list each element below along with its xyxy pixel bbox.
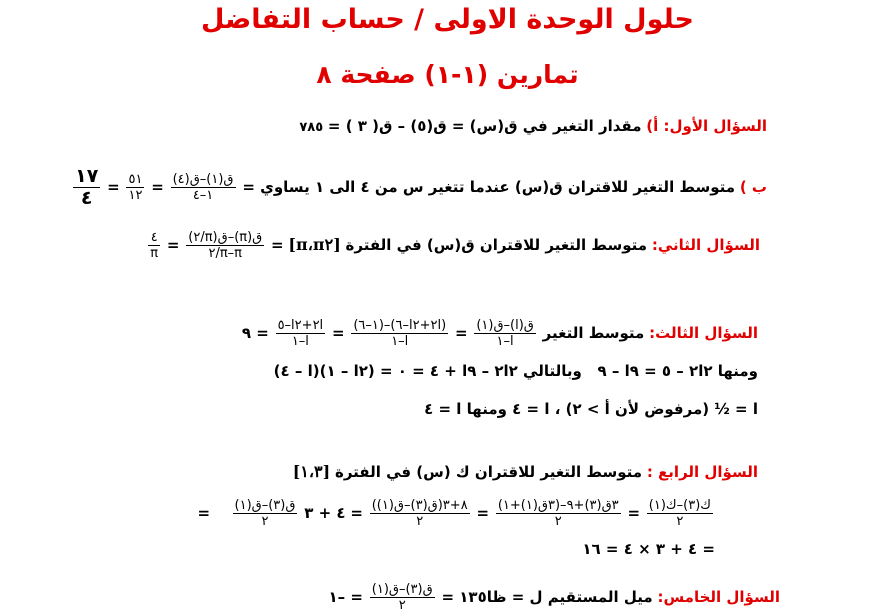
q3-text: متوسط التغير bbox=[542, 324, 645, 342]
question-1b: ب ) متوسط التغير للاقتران ق(س) عندما تتغير س من ٤ الى ١ يساوي = $\frac{\text{ق(١)–ق(٤)}}{١-٤}$ = $\frac{٥١}{١٢}$ = $\frac{١٧}{٤}$ bbox=[75, 165, 767, 209]
q1b-label: ب ) bbox=[739, 178, 767, 196]
q4-fraction-3: $\frac{\text{٨+٣(ق(٣)–ق(١))}}{٢}$ bbox=[371, 498, 468, 529]
q3-line-2: ومنها ٢ا٢ – ٥ = ٩ا – ٩ وبالتالي ٢ا٢ – ٩ا + ٤ = ٠ = (٢ا – ١)(ا – ٤) bbox=[273, 362, 758, 380]
q4-fraction-1: $\frac{\text{ك(٣)–ك(١)}}{٢}$ bbox=[648, 498, 711, 529]
q4-fraction-2: $\frac{\text{٣ق(٣)+٩–(٣ق(١)+١)}}{٢}$ bbox=[497, 498, 619, 529]
q2-interval: [π٢،π] bbox=[288, 235, 341, 254]
q1b-fraction-2: $\frac{٥١}{١٢}$ bbox=[128, 172, 143, 203]
q4-text: متوسط التغير للاقتران ك (س) في الفترة bbox=[334, 463, 643, 481]
q4-fraction-4: $\frac{\text{ق(٣)–ق(١)}}{٢}$ bbox=[234, 498, 296, 529]
q4-interval: [١،٣] bbox=[292, 462, 331, 481]
q5-text: ميل المستقيم ل = ظا١٣٥ = bbox=[441, 588, 653, 606]
question-5 bbox=[329, 582, 780, 613]
page-subtitle: تمارين (١-١) صفحة ٨ bbox=[316, 60, 579, 89]
q4-prefix: ٤ + ٣ bbox=[304, 504, 346, 522]
q5-label: السؤال الخامس: bbox=[657, 588, 780, 606]
question-3: السؤال الثالث: متوسط التغير $\frac{\text{ق(ا)–ق(١)}}{\text{ا–١}}$ = $\frac{\text{(ا٢+٢ا–٦)–(١–٦)}}{\text{ا–١}}$ = $\frac{\text{ا٢+٢ا–٥}}{\text{ا–١}}$ = ٩ bbox=[241, 318, 758, 349]
q1-label: السؤال الأول: أ) bbox=[646, 117, 767, 135]
q3-fraction-3: $\frac{\text{ا٢+٢ا–٥}}{\text{ا–١}}$ bbox=[277, 318, 324, 349]
q2-text: متوسط التغير للاقتران ق(س) في الفترة bbox=[345, 236, 648, 254]
q3-line-3: ا = ½ (مرفوض لأن أ > ٢) ، ا = ٤ ومنها ا = ٤ bbox=[424, 400, 758, 418]
q5-fraction: $\frac{\text{ق(٣)–ق(١)}}{٢}$ bbox=[371, 582, 433, 613]
page-title: حلول الوحدة الاولى / حساب التفاضل bbox=[201, 4, 694, 35]
q1-answer: ٧٨٥ bbox=[299, 120, 324, 135]
q1b-fraction-1: $\frac{\text{ق(١)–ق(٤)}}{١-٤}$ bbox=[172, 172, 234, 203]
q2-answer-fraction: $\frac{٤}{\pi}$ bbox=[150, 230, 159, 261]
q3-eq1: = ٩ bbox=[241, 324, 269, 342]
q3-label: السؤال الثالث: bbox=[649, 324, 758, 342]
q1b-text: متوسط التغير للاقتران ق(س) عندما تتغير س من ٤ الى ١ يساوي = bbox=[242, 178, 736, 196]
q2-fraction: $\frac{\text{ق(π)–ق(π/٢)}}{\pi-\pi/٢}$ bbox=[188, 230, 263, 261]
question-4 bbox=[293, 462, 758, 481]
question-1 bbox=[299, 117, 767, 135]
q5-answer: = –١ bbox=[328, 588, 363, 606]
q4-line-2: = ٤ + ٣ × ٤ = ١٦ bbox=[582, 540, 715, 558]
q1b-answer-fraction: $\frac{١٧}{٤}$ bbox=[75, 165, 99, 209]
question-2: السؤال الثاني: متوسط التغير للاقتران ق(س) في الفترة [π٢،π] = $\frac{\text{ق(π)–ق(π/٢)}}{\pi-\pi/٢}$ = $\frac{٤}{\pi}$ bbox=[150, 230, 760, 261]
q3-fraction-2: $\frac{\text{(ا٢+٢ا–٦)–(١–٦)}}{\text{ا–١}}$ bbox=[353, 318, 447, 349]
q2-label: السؤال الثاني: bbox=[651, 236, 760, 254]
q4-label: السؤال الرابع : bbox=[646, 463, 758, 481]
q3-fraction-1: $\frac{\text{ق(ا)–ق(١)}}{\text{ا–١}}$ bbox=[476, 318, 534, 349]
q4-line-1: $\frac{\text{ك(٣)–ك(١)}}{٢}$ = $\frac{\text{٣ق(٣)+٩–(٣ق(١)+١)}}{٢}$ = $\frac{\text{٨+٣(ق(٣)–ق(١))}}{٢}$ = ٤ + ٣ $\frac{\text{ق(٣)–ق(١)}}{٢}$ = bbox=[197, 498, 711, 529]
q1-text: مقدار التغير في ق(س) = ق(٥) – ق( ٣ ) = bbox=[327, 117, 642, 135]
